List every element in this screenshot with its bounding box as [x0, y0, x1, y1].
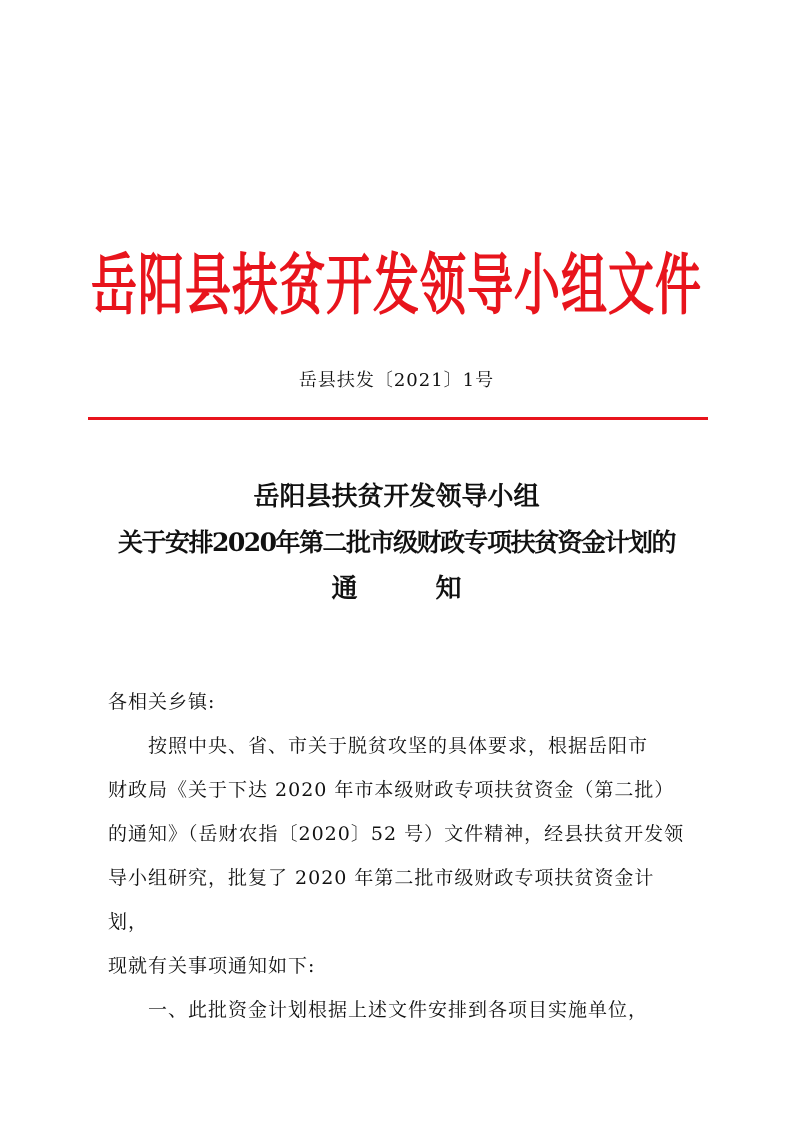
- paragraph-2-line-1: 一、此批资金计划根据上述文件安排到各项目实施单位，: [148, 999, 649, 1021]
- paragraph-1-line-3: 的通知》（岳财农指〔2020〕52 号）文件精神，经县扶贫开发领: [108, 823, 685, 845]
- notice-title-char-tong: 通: [331, 574, 358, 604]
- notice-title: [0, 474, 793, 612]
- notice-body: [108, 680, 694, 1032]
- notice-title-line-1: 岳阳县扶贫开发领导小组: [253, 482, 540, 512]
- notice-title-char-zhi: 知: [435, 574, 462, 604]
- paragraph-1-line-5: 现就有关事项通知如下:: [108, 955, 316, 977]
- document-number: 岳县扶发〔2021〕1号: [298, 370, 495, 391]
- red-divider: [88, 417, 708, 420]
- issuer-title: 岳阳县扶贫开发领导小组文件: [91, 245, 702, 325]
- paragraph-1-line-1: 按照中央、省、市关于脱贫攻坚的具体要求，根据岳阳市: [148, 735, 649, 757]
- paragraph-1-line-4: 导小组研究，批复了 2020 年第二批市级财政专项扶贫资金计划，: [108, 867, 655, 933]
- notice-title-line-3: [0, 566, 793, 612]
- notice-title-line-2: 关于安排2020年第二批市级财政专项扶贫资金计划的: [117, 528, 676, 557]
- paragraph-1-line-2: 财政局《关于下达 2020 年市本级财政专项扶贫资金（第二批）: [108, 779, 675, 801]
- salutation: 各相关乡镇:: [108, 691, 216, 713]
